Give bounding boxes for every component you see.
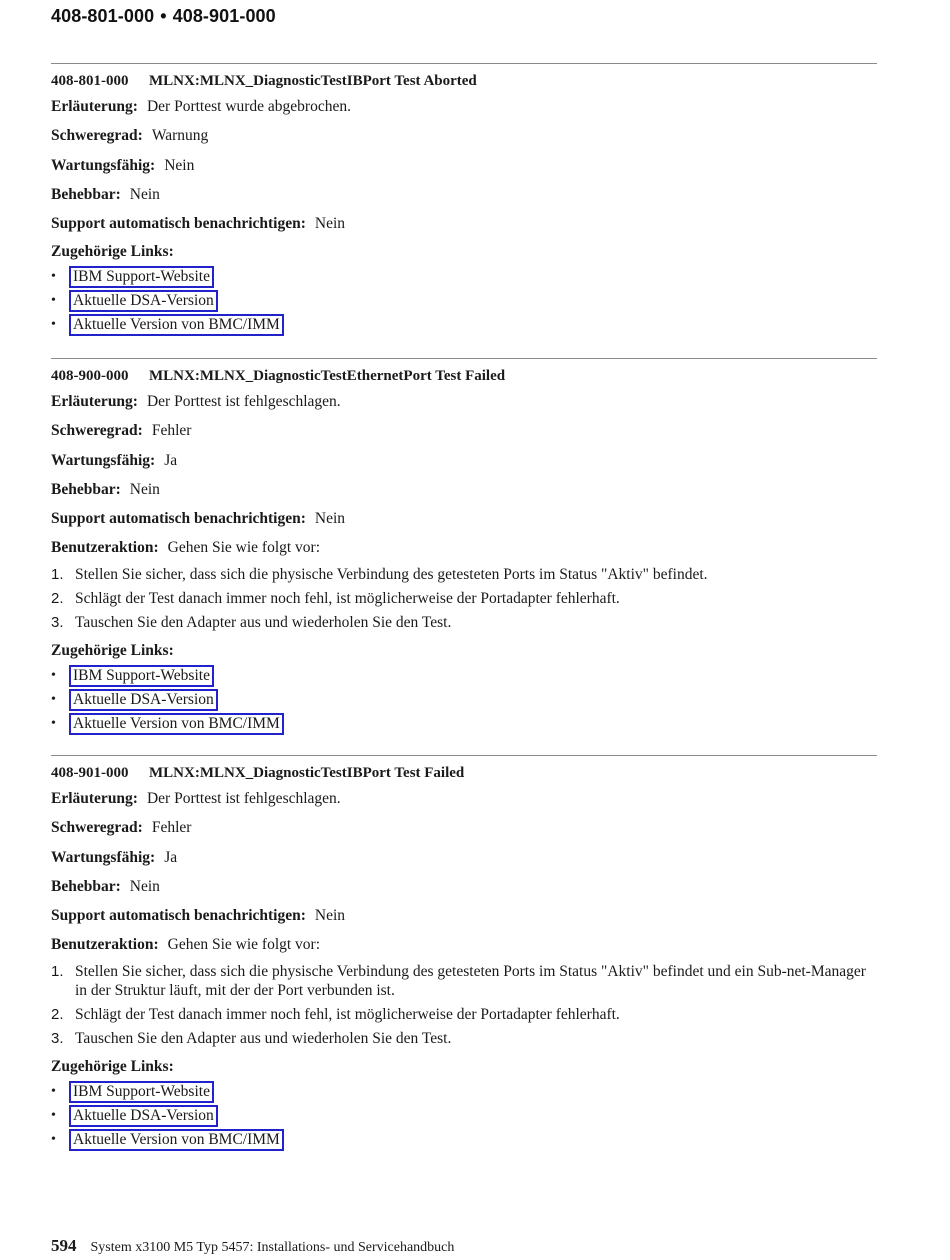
entry-code: 408-801-000 xyxy=(51,73,129,89)
error-entry-408-900-000 xyxy=(51,358,877,736)
bullet-icon: • xyxy=(51,317,56,333)
user-action-field xyxy=(51,930,877,959)
running-header xyxy=(51,6,276,27)
user-action-steps xyxy=(51,962,877,1048)
step-text: Stellen Sie sicher, dass sich die physische Verbindung des getesteten Ports im Status "Aktiv" befindet und ein Sub-net-Manager in der Struktur läuft, mit der der Port verbunden ist. xyxy=(75,962,866,999)
serviceable-field xyxy=(51,843,877,872)
notify-support-label: Support automatisch benachrichtigen: xyxy=(51,215,306,233)
serviceable-label: Wartungsfähig: xyxy=(51,156,156,174)
notify-support-value: Nein xyxy=(314,510,346,528)
bmc-imm-version-link[interactable]: Aktuelle Version von BMC/IMM xyxy=(69,314,284,336)
footer-text: System x3100 M5 Typ 5457: Installations- und Servicehandbuch xyxy=(90,1240,455,1255)
list-item xyxy=(51,1128,877,1152)
bullet-icon: • xyxy=(51,1107,56,1123)
bullet-icon: • xyxy=(51,1131,56,1147)
explanation-field xyxy=(51,92,877,121)
recoverable-label: Behebbar: xyxy=(51,480,121,498)
related-links-list xyxy=(51,265,877,337)
step-text: Stellen Sie sicher, dass sich die physische Verbindung des getesteten Ports im Status "Aktiv" befindet. xyxy=(75,565,708,583)
entry-title-text: MLNX:MLNX_DiagnosticTestIBPort Test Aborted xyxy=(149,73,477,89)
list-item xyxy=(51,712,877,736)
user-action-value: Gehen Sie wie folgt vor: xyxy=(167,539,321,557)
list-item xyxy=(51,613,877,632)
list-item xyxy=(51,589,877,608)
list-item xyxy=(51,664,877,688)
header-separator: • xyxy=(160,6,167,26)
step-number: 2. xyxy=(51,1005,64,1023)
severity-value: Fehler xyxy=(151,819,192,837)
page-number: 594 xyxy=(51,1236,77,1255)
explanation-field xyxy=(51,784,877,813)
step-number: 2. xyxy=(51,589,64,607)
recoverable-field xyxy=(51,475,877,504)
notify-support-field xyxy=(51,901,877,930)
user-action-field xyxy=(51,533,877,562)
notify-support-label: Support automatisch benachrichtigen: xyxy=(51,907,306,925)
dsa-version-link[interactable]: Aktuelle DSA-Version xyxy=(69,290,218,312)
related-links-heading: Zugehörige Links: xyxy=(51,1057,174,1075)
step-text: Tauschen Sie den Adapter aus und wiederholen Sie den Test. xyxy=(75,1029,452,1047)
severity-label: Schweregrad: xyxy=(51,127,143,145)
severity-label: Schweregrad: xyxy=(51,819,143,837)
notify-support-label: Support automatisch benachrichtigen: xyxy=(51,510,306,528)
serviceable-field xyxy=(51,151,877,180)
severity-label: Schweregrad: xyxy=(51,422,143,440)
ibm-support-link[interactable]: IBM Support-Website xyxy=(69,665,214,687)
ibm-support-link[interactable]: IBM Support-Website xyxy=(69,266,214,288)
header-right-code: 408-901-000 xyxy=(172,6,276,26)
step-text: Schlägt der Test danach immer noch fehl, ist möglicherweise der Portadapter fehlerhaft. xyxy=(75,1005,620,1023)
user-action-steps xyxy=(51,565,877,632)
explanation-label: Erläuterung: xyxy=(51,98,138,115)
severity-field xyxy=(51,813,877,842)
notify-support-field xyxy=(51,209,877,238)
explanation-value: Der Porttest ist fehlgeschlagen. xyxy=(146,393,341,410)
recoverable-field xyxy=(51,872,877,901)
bullet-icon: • xyxy=(51,715,56,731)
entry-title xyxy=(51,70,877,92)
list-item xyxy=(51,962,877,1000)
entry-title-text: MLNX:MLNX_DiagnosticTestEthernetPort Test Failed xyxy=(149,368,506,384)
step-number: 1. xyxy=(51,962,64,980)
entry-title xyxy=(51,365,877,387)
related-links-list xyxy=(51,1080,877,1152)
bullet-icon: • xyxy=(51,1083,56,1099)
list-item xyxy=(51,1029,877,1048)
recoverable-field xyxy=(51,180,877,209)
user-action-label: Benutzeraktion: xyxy=(51,936,159,954)
related-links-list xyxy=(51,664,877,736)
bmc-imm-version-link[interactable]: Aktuelle Version von BMC/IMM xyxy=(69,1129,284,1151)
step-text: Tauschen Sie den Adapter aus und wiederholen Sie den Test. xyxy=(75,613,452,631)
bullet-icon: • xyxy=(51,667,56,683)
list-item xyxy=(51,688,877,712)
list-item xyxy=(51,265,877,289)
error-entry-408-901-000 xyxy=(51,755,877,1152)
severity-value: Fehler xyxy=(151,422,192,440)
bmc-imm-version-link[interactable]: Aktuelle Version von BMC/IMM xyxy=(69,713,284,735)
list-item xyxy=(51,313,877,337)
recoverable-value: Nein xyxy=(129,877,160,895)
dsa-version-link[interactable]: Aktuelle DSA-Version xyxy=(69,1105,218,1127)
serviceable-value: Ja xyxy=(164,451,178,469)
user-action-label: Benutzeraktion: xyxy=(51,539,159,557)
serviceable-field xyxy=(51,446,877,475)
entry-divider xyxy=(51,63,877,64)
recoverable-value: Nein xyxy=(129,480,160,498)
bullet-icon: • xyxy=(51,691,56,707)
entry-divider xyxy=(51,755,877,756)
explanation-label: Erläuterung: xyxy=(51,790,138,807)
serviceable-value: Ja xyxy=(164,848,178,866)
list-item xyxy=(51,1005,877,1024)
entry-code: 408-901-000 xyxy=(51,765,129,781)
recoverable-value: Nein xyxy=(129,185,160,203)
notify-support-value: Nein xyxy=(314,215,346,233)
step-text: Schlägt der Test danach immer noch fehl, ist möglicherweise der Portadapter fehlerhaft. xyxy=(75,589,620,607)
explanation-field xyxy=(51,387,877,416)
list-item xyxy=(51,1104,877,1128)
entry-code: 408-900-000 xyxy=(51,368,129,384)
list-item xyxy=(51,289,877,313)
bullet-icon: • xyxy=(51,269,56,285)
notify-support-value: Nein xyxy=(314,907,346,925)
severity-value: Warnung xyxy=(151,127,209,145)
notify-support-field xyxy=(51,504,877,533)
serviceable-value: Nein xyxy=(164,156,195,174)
recoverable-label: Behebbar: xyxy=(51,877,121,895)
related-links-heading: Zugehörige Links: xyxy=(51,243,174,261)
serviceable-label: Wartungsfähig: xyxy=(51,848,156,866)
step-number: 3. xyxy=(51,613,64,631)
explanation-value: Der Porttest ist fehlgeschlagen. xyxy=(146,790,341,807)
error-entry-408-801-000 xyxy=(51,63,877,337)
bullet-icon: • xyxy=(51,293,56,309)
user-action-value: Gehen Sie wie folgt vor: xyxy=(167,936,321,954)
entry-title xyxy=(51,762,877,784)
dsa-version-link[interactable]: Aktuelle DSA-Version xyxy=(69,689,218,711)
page-footer xyxy=(51,1236,454,1256)
step-number: 3. xyxy=(51,1029,64,1047)
header-left-code: 408-801-000 xyxy=(51,6,155,26)
list-item xyxy=(51,1080,877,1104)
serviceable-label: Wartungsfähig: xyxy=(51,451,156,469)
entry-divider xyxy=(51,358,877,359)
recoverable-label: Behebbar: xyxy=(51,185,121,203)
severity-field xyxy=(51,121,877,150)
entry-title-text: MLNX:MLNX_DiagnosticTestIBPort Test Failed xyxy=(149,765,465,781)
explanation-label: Erläuterung: xyxy=(51,393,138,410)
list-item xyxy=(51,565,877,584)
related-links-heading: Zugehörige Links: xyxy=(51,641,174,659)
ibm-support-link[interactable]: IBM Support-Website xyxy=(69,1081,214,1103)
explanation-value: Der Porttest wurde abgebrochen. xyxy=(146,98,351,115)
severity-field xyxy=(51,416,877,445)
step-number: 1. xyxy=(51,565,64,583)
